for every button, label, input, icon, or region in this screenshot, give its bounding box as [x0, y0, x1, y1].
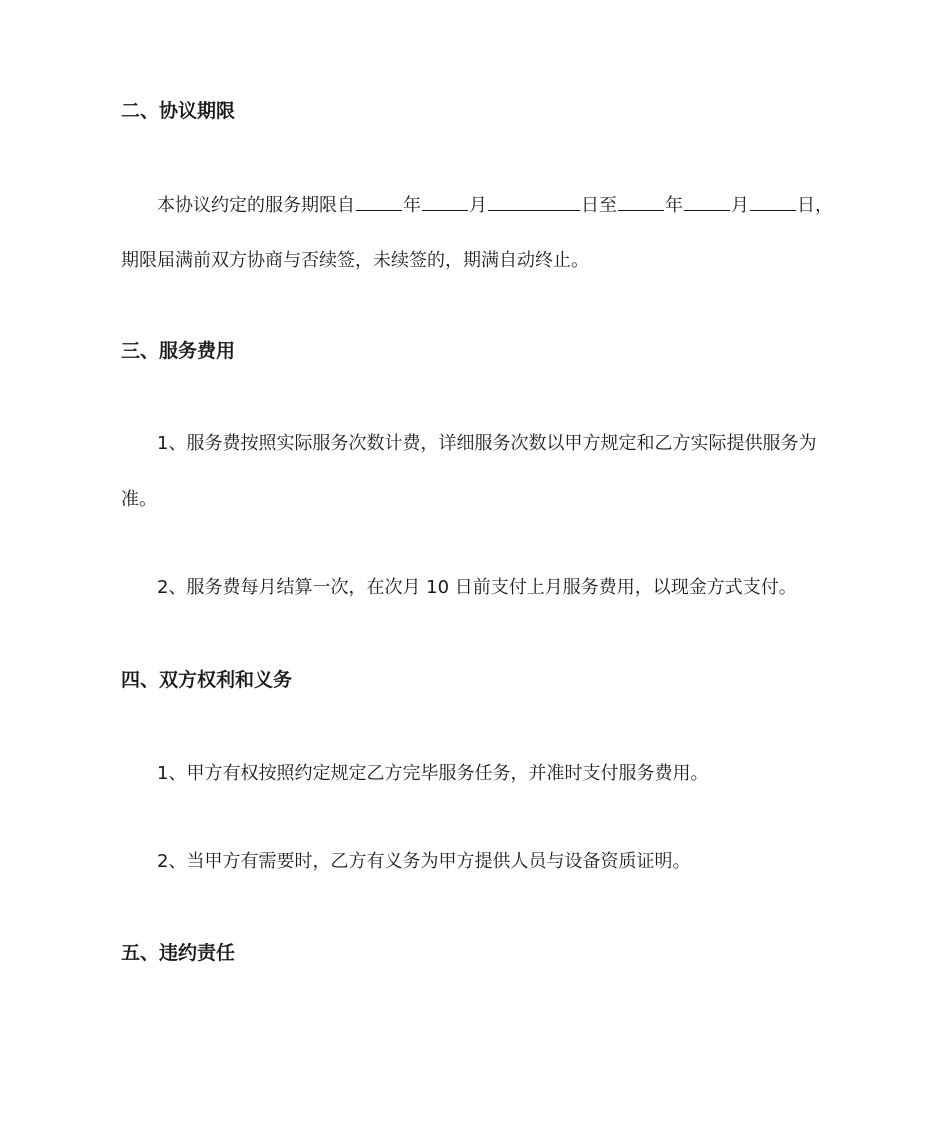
blank-month-start[interactable]	[422, 192, 468, 211]
fees-item2: 2、服务费每月结算一次，在次月 10 日前支付上月服务费用，以现金方式支付。	[157, 577, 797, 598]
section-heading-rights: 四、双方权利和义务	[121, 669, 293, 691]
label-year-end: 年	[665, 195, 683, 216]
label-month-end: 月	[731, 195, 749, 216]
section-heading-liability: 五、违约责任	[121, 942, 236, 964]
blank-month-end[interactable]	[684, 192, 730, 211]
fees-item1-line2: 准。	[121, 489, 157, 510]
blank-year-end[interactable]	[618, 192, 664, 211]
term-paragraph-line1	[157, 192, 833, 219]
section-heading-term: 二、协议期限	[121, 100, 236, 122]
term-paragraph-line2: 期限届满前双方协商与否续签，未续签的，期满自动终止。	[121, 250, 589, 271]
label-month-start: 月	[469, 195, 487, 216]
label-year-start: 年	[403, 195, 421, 216]
blank-day-end[interactable]	[750, 192, 796, 211]
label-day-to: 日至	[581, 195, 617, 216]
rights-item2: 2、当甲方有需要时，乙方有义务为甲方提供人员与设备资质证明。	[157, 851, 691, 872]
label-day-end: 日，	[797, 195, 833, 216]
rights-item1: 1、甲方有权按照约定规定乙方完毕服务任务，并准时支付服务费用。	[157, 763, 709, 784]
section-heading-fees: 三、服务费用	[121, 340, 236, 362]
fees-item1-line1: 1、服务费按照实际服务次数计费，详细服务次数以甲方规定和乙方实际提供服务为	[157, 433, 817, 454]
blank-year-start[interactable]	[356, 192, 402, 211]
term-prefix: 本协议约定的服务期限自	[157, 195, 355, 216]
blank-day-start[interactable]	[488, 192, 580, 211]
